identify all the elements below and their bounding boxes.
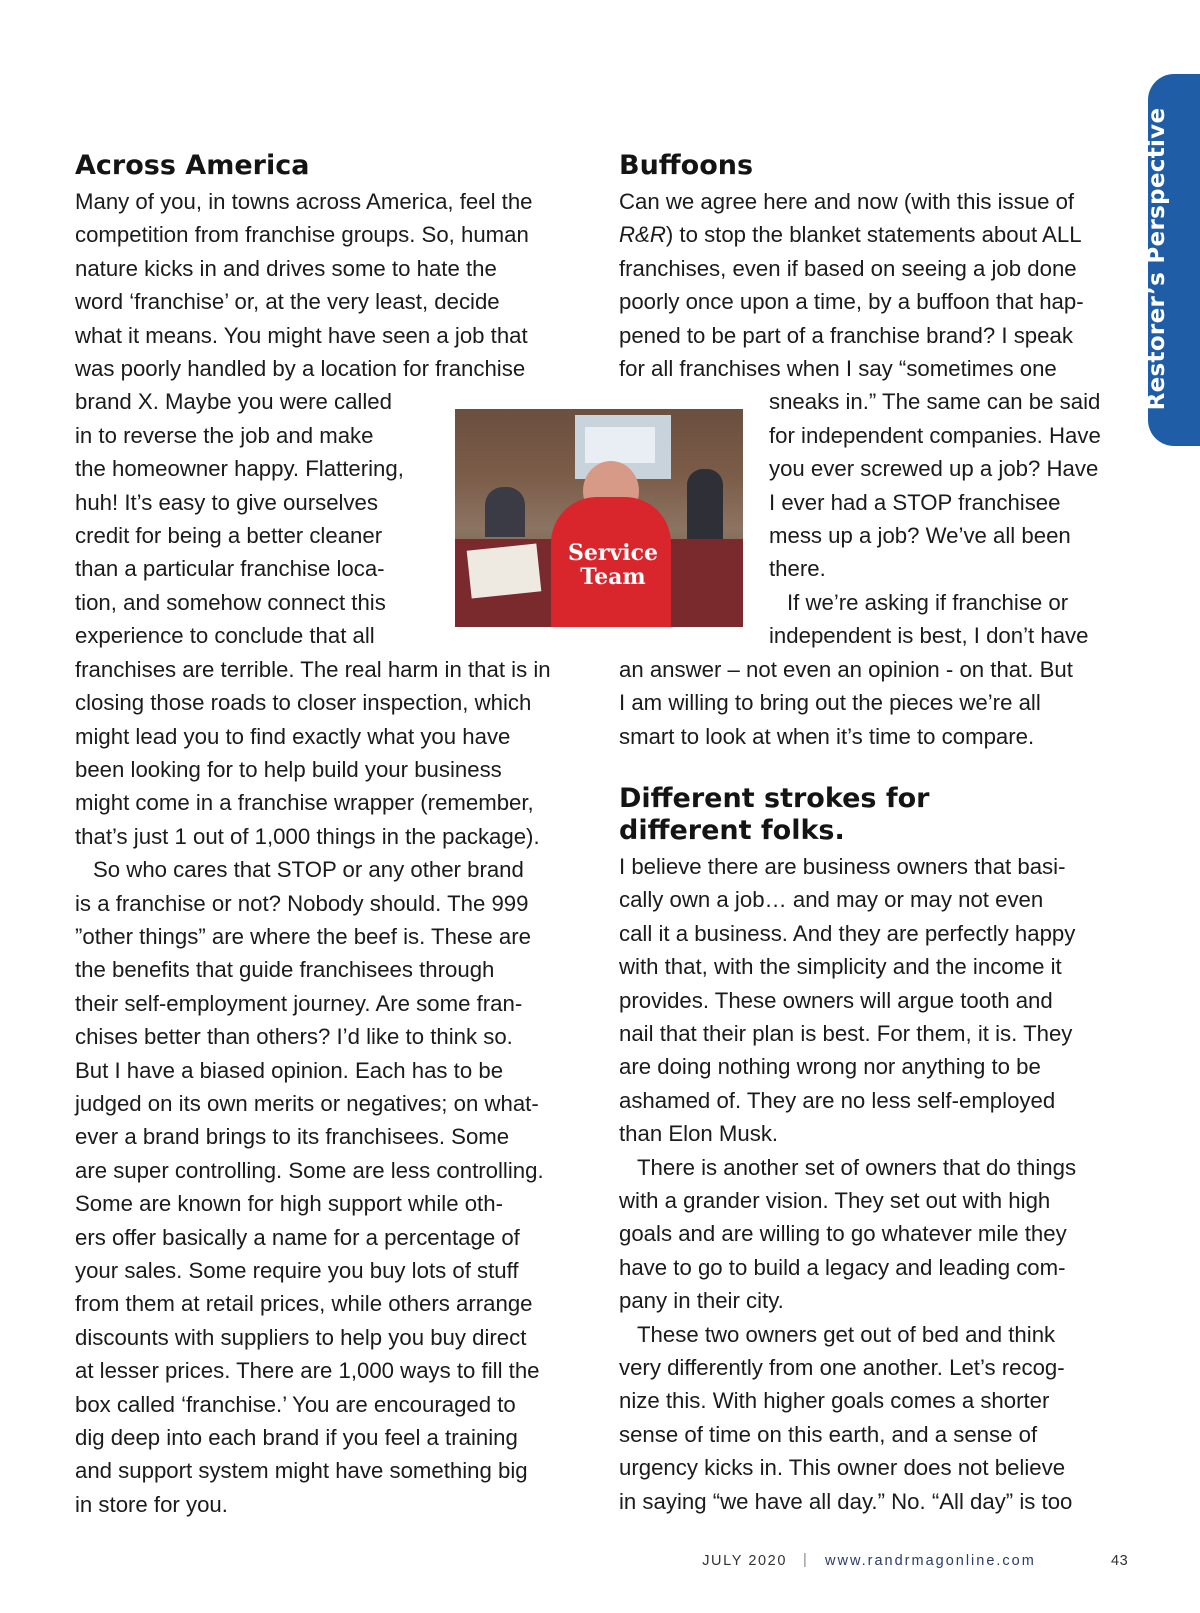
- text-line: call it a business. And they are perfectly happy: [619, 920, 1076, 946]
- text-line: If we’re asking if franchise or: [787, 589, 1069, 615]
- buffoons-body: [619, 185, 1129, 753]
- heading-line: Different strokes for: [619, 782, 930, 814]
- left-column: [75, 150, 585, 1521]
- page-footer: [0, 1553, 1200, 1577]
- text-line: an answer – not even an opinion - on that. But: [619, 656, 1073, 682]
- text-line: nize this. With higher goals comes a shorter: [619, 1388, 1050, 1414]
- page-number: 43: [1111, 1553, 1129, 1569]
- text-fragment: ) to stop the blanket statements about ALL: [665, 222, 1082, 248]
- text-line: might lead you to find exactly what you have: [75, 723, 511, 749]
- text-line: that’s just 1 out of 1,000 things in the package).: [75, 823, 540, 849]
- text-line: very differently from one another. Let’s recog-: [619, 1355, 1065, 1380]
- text-line: judged on its own merits or negatives; on what-: [75, 1090, 539, 1116]
- section-tab-label: Restorer’s Perspective: [1144, 107, 1170, 411]
- text-line: So who cares that STOP or any other brand: [93, 857, 524, 883]
- text-line: from them at retail prices, while others arrange: [75, 1291, 533, 1317]
- left-body: [75, 185, 585, 1521]
- text-line: cally own a job… and may or may not even: [619, 887, 1044, 913]
- right-column: [619, 150, 1129, 1518]
- text-line: in to reverse the job and make: [75, 422, 374, 448]
- text-line: in saying “we have all day.” No. “All day” is too: [619, 1488, 1073, 1514]
- text-line: independent is best, I don’t have: [769, 623, 1089, 649]
- text-line: have to go to build a legacy and leading com-: [619, 1254, 1066, 1280]
- shirt-line-1: Service: [567, 540, 658, 566]
- text-line: box called ‘franchise.’ You are encouraged to: [75, 1391, 516, 1417]
- heading-line: different folks.: [619, 814, 845, 846]
- magazine-abbrev: R&R: [619, 222, 666, 248]
- text-line: word ‘franchise’ or, at the very least, decide: [75, 289, 500, 315]
- text-line: These two owners get out of bed and think: [637, 1321, 1056, 1347]
- text-line: nature kicks in and drives some to hate the: [75, 255, 497, 281]
- text-line: at lesser prices. There are 1,000 ways to fill the: [75, 1358, 540, 1384]
- text-line: franchises are terrible. The real harm in that is in: [75, 656, 551, 682]
- text-line: and support system might have something big: [75, 1458, 528, 1484]
- heading-buffoons: Buffoons: [619, 150, 754, 181]
- text-line: nail that their plan is best. For them, it is. They: [619, 1020, 1073, 1046]
- text-line: are super controlling. Some are less controlling.: [75, 1157, 544, 1183]
- heading-across-america: Across America: [75, 150, 310, 181]
- text-line: been looking for to help build your business: [75, 756, 502, 782]
- text-line: with that, with the simplicity and the income it: [619, 954, 1062, 980]
- text-line: I believe there are business owners that basi-: [619, 853, 1066, 879]
- text-line: There is another set of owners that do things: [637, 1154, 1077, 1180]
- text-line: than Elon Musk.: [619, 1121, 779, 1147]
- text-line: their self-employment journey. Are some fran-: [75, 990, 523, 1016]
- text-line: I ever had a STOP franchisee: [769, 489, 1061, 515]
- text-line: is a franchise or not? Nobody should. The 999: [75, 890, 529, 916]
- different-strokes-body: [619, 850, 1129, 1518]
- footer-separator: |: [803, 1552, 809, 1568]
- text-line: pened to be part of a franchise brand? I speak: [619, 322, 1073, 348]
- text-line: your sales. Some require you buy lots of stuff: [75, 1258, 519, 1283]
- text-line: brand X. Maybe you were called: [75, 389, 392, 415]
- text-line: for independent companies. Have: [769, 422, 1101, 448]
- text-line: But I have a biased opinion. Each has to be: [75, 1057, 504, 1083]
- heading-different-strokes: [619, 783, 1129, 847]
- text-line: pany in their city.: [619, 1288, 784, 1314]
- text-line: mess up a job? We’ve all been: [769, 523, 1071, 549]
- text-line: Some are known for high support while oth-: [75, 1191, 503, 1217]
- text-line: there.: [769, 556, 826, 582]
- notebook-paper: [467, 543, 542, 598]
- text-line: [619, 218, 1129, 251]
- text-line: in store for you.: [75, 1491, 228, 1517]
- attendee-figure: [485, 487, 525, 537]
- text-line: competition from franchise groups. So, human: [75, 222, 529, 248]
- text-line: smart to look at when it’s time to compare.: [619, 723, 1035, 749]
- text-line: sneaks in.” The same can be said: [769, 389, 1101, 415]
- text-line: Many of you, in towns across America, feel the: [75, 189, 533, 214]
- text-line: closing those roads to closer inspection, which: [75, 690, 532, 716]
- text-line: credit for being a better cleaner: [75, 523, 383, 549]
- text-line: ers offer basically a name for a percentage of: [75, 1224, 520, 1250]
- text-line: ever a brand brings to its franchisees. Some: [75, 1124, 510, 1150]
- text-line: tion, and somehow connect this: [75, 589, 386, 615]
- text-line: goals and are willing to go whatever mile they: [619, 1221, 1067, 1247]
- text-line: huh! It’s easy to give ourselves: [75, 489, 378, 515]
- text-line: franchises, even if based on seeing a job done: [619, 255, 1077, 281]
- text-line: sense of time on this earth, and a sense of: [619, 1421, 1038, 1447]
- text-line: ”other things” are where the beef is. These are: [75, 923, 531, 949]
- text-line: Can we agree here and now (with this issue of: [619, 189, 1075, 214]
- text-line: the homeowner happy. Flattering,: [75, 456, 404, 482]
- text-line: than a particular franchise loca-: [75, 556, 385, 582]
- text-line: might come in a franchise wrapper (remember,: [75, 790, 534, 816]
- issue-date: JULY 2020: [702, 1553, 787, 1569]
- text-line: chises better than others? I’d like to think so.: [75, 1024, 513, 1050]
- text-line: poorly once upon a time, by a buffoon that hap-: [619, 289, 1084, 315]
- text-line: provides. These owners will argue tooth and: [619, 987, 1053, 1013]
- text-line: are doing nothing wrong nor anything to be: [619, 1054, 1041, 1080]
- shirt-line-2: Team: [580, 564, 646, 590]
- text-line: ashamed of. They are no less self-employed: [619, 1087, 1056, 1113]
- text-line: discounts with suppliers to help you buy direct: [75, 1324, 527, 1350]
- text-line: dig deep into each brand if you feel a training: [75, 1425, 518, 1451]
- website-link[interactable]: www.randrmagonline.com: [825, 1553, 1036, 1569]
- text-line: what it means. You might have seen a job that: [75, 322, 528, 348]
- text-line: you ever screwed up a job? Have: [769, 456, 1099, 482]
- text-line: with a grander vision. They set out with high: [619, 1187, 1051, 1213]
- text-line: was poorly handled by a location for franchise: [75, 356, 526, 382]
- text-line: the benefits that guide franchisees through: [75, 957, 495, 983]
- text-line: for all franchises when I say “sometimes one: [619, 356, 1057, 382]
- text-line: experience to conclude that all: [75, 623, 375, 649]
- text-line: I am willing to bring out the pieces we’re all: [619, 690, 1041, 716]
- text-line: urgency kicks in. This owner does not believe: [619, 1455, 1066, 1481]
